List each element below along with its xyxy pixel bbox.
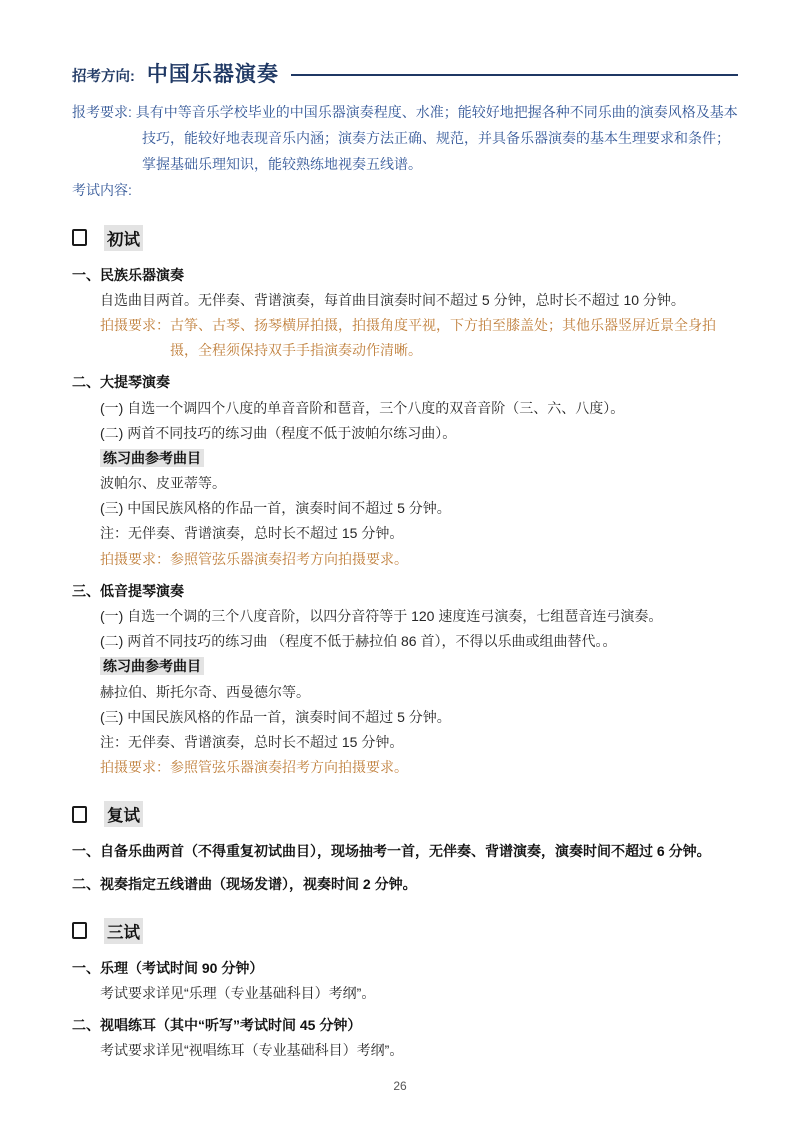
item-line: (一) 自选一个调四个八度的单音音阶和琶音，三个八度的双音音阶（三、六、八度）。 — [100, 399, 625, 416]
item-head-folk-instrument — [72, 263, 738, 288]
second-round-item — [72, 839, 738, 864]
shooting-requirement — [100, 313, 738, 363]
checkbox-icon — [72, 229, 87, 246]
item-head-cello — [72, 370, 738, 395]
item-detail: 考试要求详见“视唱练耳（专业基础科目）考纲”。 — [100, 1042, 404, 1059]
item-line: (三) 中国民族风格的作品一首，演奏时间不超过 5 分钟。 — [100, 500, 451, 517]
shooting-requirement — [100, 547, 738, 572]
apply-text: 具有中等音乐学校毕业的中国乐器演奏程度、水准；能较好地把握各种不同乐曲的演奏风格及基本技巧，能较好地表现音乐内涵；演奏方法正确、规范，并具备乐器演奏的基本生理要求和条件；掌握基础乐理知识，能较熟练地视奏五线谱。 — [135, 104, 738, 172]
item-head-ear-training — [72, 1013, 738, 1038]
item-number: 二、 — [72, 875, 100, 892]
second-round-item — [72, 872, 738, 897]
header-rule — [291, 74, 738, 76]
item-number: 一、 — [72, 266, 100, 283]
etude-reference-title — [100, 654, 738, 679]
item-line: 自选曲目两首。无伴奏、背谱演奏，每首曲目演奏时间不超过 5 分钟，总时长不超过 10 分钟。 — [100, 291, 685, 308]
item-title: 低音提琴演奏 — [100, 582, 184, 599]
item-title: 民族乐器演奏 — [100, 266, 184, 283]
item-line: (二) 两首不同技巧的练习曲（程度不低于波帕尔练习曲）。 — [100, 424, 457, 441]
item-text: 自备乐曲两首（不得重复初试曲目），现场抽考一首，无伴奏、背谱演奏，演奏时间不超过 6 分钟。 — [100, 843, 711, 860]
shooting-text: 参照管弦乐器演奏招考方向拍摄要求。 — [170, 550, 408, 567]
direction-label: 招考方向: — [72, 69, 135, 85]
round-heading-text: 初试 — [104, 225, 143, 251]
section-second-round — [72, 801, 738, 896]
item-note: 注：无伴奏、背谱演奏，总时长不超过 15 分钟。 — [100, 525, 404, 542]
shooting-label: 拍摄要求： — [100, 550, 170, 567]
apply-requirements — [72, 100, 738, 178]
round-heading-first — [72, 225, 738, 251]
item-title: 乐理（考试时间 90 分钟） — [100, 959, 264, 976]
etude-reference-title-text: 练习曲参考曲目 — [100, 449, 204, 467]
item-number: 二、 — [72, 1017, 100, 1034]
shooting-label: 拍摄要求： — [100, 316, 170, 333]
page-number: 26 — [393, 1079, 407, 1093]
page-title: 中国乐器演奏 — [146, 63, 279, 86]
item-head-double-bass — [72, 579, 738, 604]
shooting-requirement — [100, 755, 738, 780]
item-number: 二、 — [72, 374, 100, 391]
shooting-label: 拍摄要求： — [100, 759, 170, 776]
item-text: 视奏指定五线谱曲（现场发谱），视奏时间 2 分钟。 — [100, 875, 417, 892]
item-title: 视唱练耳（其中“听写”考试时间 45 分钟） — [100, 1017, 362, 1034]
section-first-round — [72, 225, 738, 781]
item-head-music-theory — [72, 956, 738, 981]
section-third-round — [72, 918, 738, 1064]
etude-reference-title-text: 练习曲参考曲目 — [100, 657, 204, 675]
item-line: (三) 中国民族风格的作品一首，演奏时间不超过 5 分钟。 — [100, 708, 451, 725]
round-heading-second — [72, 801, 738, 827]
etude-reference-list: 赫拉伯、斯托尔奇、西曼德尔等。 — [100, 683, 310, 700]
etude-reference-list: 波帕尔、皮亚蒂等。 — [100, 475, 226, 492]
item-note: 注：无伴奏、背谱演奏，总时长不超过 15 分钟。 — [100, 733, 404, 750]
checkbox-icon — [72, 806, 87, 823]
item-number: 一、 — [72, 959, 100, 976]
doc-header — [72, 58, 738, 88]
round-heading-text: 三试 — [104, 918, 143, 944]
round-heading-third — [72, 918, 738, 944]
round-heading-text: 复试 — [104, 801, 143, 827]
item-line: (一) 自选一个调的三个八度音阶，以四分音符等于 120 速度连弓演奏，七组琶音连弓演奏。 — [100, 608, 663, 624]
item-line: (二) 两首不同技巧的练习曲 （程度不低于赫拉伯 86 首），不得以乐曲或组曲替代。。 — [100, 633, 617, 650]
apply-label: 报考要求: — [72, 104, 132, 120]
item-number: 三、 — [72, 582, 100, 599]
shooting-text: 参照管弦乐器演奏招考方向拍摄要求。 — [170, 759, 408, 776]
exam-content-label: 考试内容: — [72, 181, 132, 198]
etude-reference-title — [100, 446, 738, 471]
checkbox-icon — [72, 922, 87, 939]
item-detail: 考试要求详见“乐理（专业基础科目）考纲”。 — [100, 984, 376, 1001]
item-title: 大提琴演奏 — [100, 374, 170, 391]
shooting-text: 古筝、古琴、扬琴横屏拍摄，拍摄角度平视，下方拍至膝盖处；其他乐器竖屏近景全身拍摄，全程须保持双手手指演奏动作清晰。 — [170, 316, 716, 359]
item-number: 一、 — [72, 843, 100, 860]
